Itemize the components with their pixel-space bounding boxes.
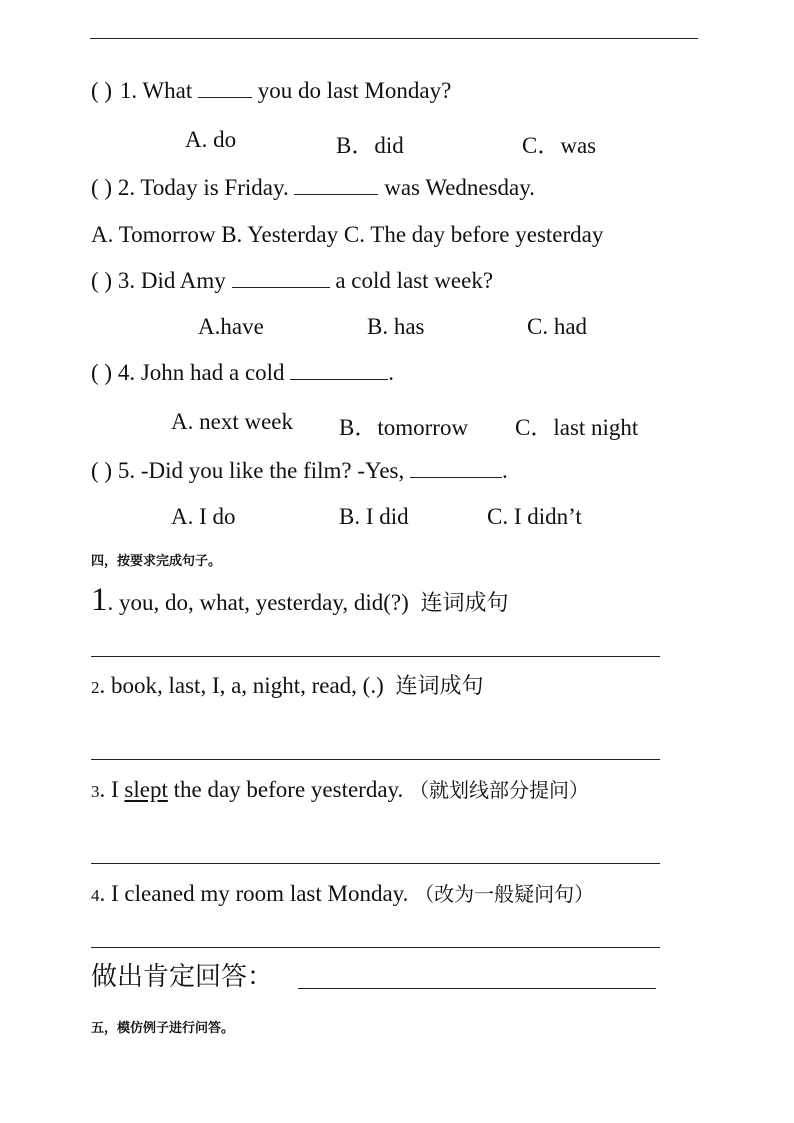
question-text: 1. What xyxy=(119,78,193,103)
answer-blank[interactable] xyxy=(232,269,330,288)
option-c[interactable]: C. had xyxy=(527,314,588,339)
item-text: . you, do, what, yesterday, did(?) xyxy=(107,590,409,615)
rewrite-item-3 xyxy=(91,774,589,803)
option-a[interactable]: A.have xyxy=(198,314,264,339)
answer-line[interactable] xyxy=(91,656,660,657)
option-c[interactable]: C．was xyxy=(522,133,597,158)
answer-paren: ( ) xyxy=(91,360,113,385)
question-3 xyxy=(91,268,493,294)
item-number: 1 xyxy=(91,582,108,618)
answer-line[interactable] xyxy=(91,863,660,864)
option-a[interactable]: A. next week xyxy=(171,409,293,434)
section-5-heading: 五，模仿例子进行问答。 xyxy=(91,1021,235,1036)
question-text: . xyxy=(388,360,395,385)
answer-blank[interactable] xyxy=(294,176,378,195)
item-number: 3 xyxy=(91,782,100,801)
option-b[interactable]: B. has xyxy=(367,314,425,339)
answer-blank[interactable] xyxy=(198,79,252,98)
item-number: 4 xyxy=(91,886,100,905)
question-1 xyxy=(91,78,451,104)
rewrite-item-2 xyxy=(91,669,484,700)
option-b[interactable]: B. I did xyxy=(339,504,409,529)
item-number: 2 xyxy=(91,678,100,697)
item-instruction: （改为一般疑问句） xyxy=(414,882,595,906)
section-4-heading: 四，按要求完成句子。 xyxy=(91,554,222,569)
item-instruction: 连词成句 xyxy=(420,591,509,616)
question-text: . xyxy=(502,458,508,483)
answer-paren: ( ) xyxy=(91,175,113,200)
option-b[interactable]: B．did xyxy=(336,133,404,158)
item-text: . I xyxy=(99,777,119,802)
question-4 xyxy=(91,360,394,386)
answer-line[interactable] xyxy=(91,947,660,948)
option-a[interactable]: A. do xyxy=(185,127,237,152)
option-b[interactable]: B．tomorrow xyxy=(339,415,469,440)
question-text: was Wednesday. xyxy=(384,175,536,200)
answer-paren: ( ) xyxy=(91,458,113,483)
header-rule xyxy=(90,38,698,39)
answer-paren: ( ) xyxy=(91,78,113,103)
option-c[interactable]: C．last night xyxy=(515,415,639,440)
rewrite-item-4 xyxy=(91,878,594,907)
answer-line[interactable] xyxy=(91,759,660,760)
options-line[interactable]: A. Tomorrow B. Yesterday C. The day before yesterday xyxy=(91,222,604,247)
item-text: the day before yesterday. xyxy=(173,777,404,802)
question-2 xyxy=(91,175,535,201)
item-instruction: （就划线部分提问） xyxy=(409,778,590,802)
option-a[interactable]: A. I do xyxy=(171,504,236,529)
item-text: . I cleaned my room last Monday. xyxy=(99,881,409,906)
question-text: 2. Today is Friday. xyxy=(117,175,289,200)
answer-blank[interactable] xyxy=(290,361,388,380)
answer-paren: ( ) xyxy=(91,268,113,293)
rewrite-item-1 xyxy=(91,582,509,619)
answer-blank[interactable] xyxy=(410,459,502,478)
item-text: . book, last, I, a, night, read, (.) xyxy=(99,673,384,698)
question-5 xyxy=(91,458,508,484)
question-text: a cold last week? xyxy=(335,268,494,293)
underlined-word: slept xyxy=(124,777,168,802)
question-text: you do last Monday? xyxy=(257,78,452,103)
answer-label: 做出肯定回答： xyxy=(91,962,274,992)
question-text: 5. -Did you like the film? -Yes, xyxy=(117,458,405,483)
answer-line[interactable] xyxy=(298,988,656,989)
item-instruction: 连词成句 xyxy=(395,674,484,699)
question-text: 3. Did Amy xyxy=(117,268,226,293)
option-c[interactable]: C. I didn’t xyxy=(487,504,582,529)
question-text: 4. John had a cold xyxy=(117,360,285,385)
